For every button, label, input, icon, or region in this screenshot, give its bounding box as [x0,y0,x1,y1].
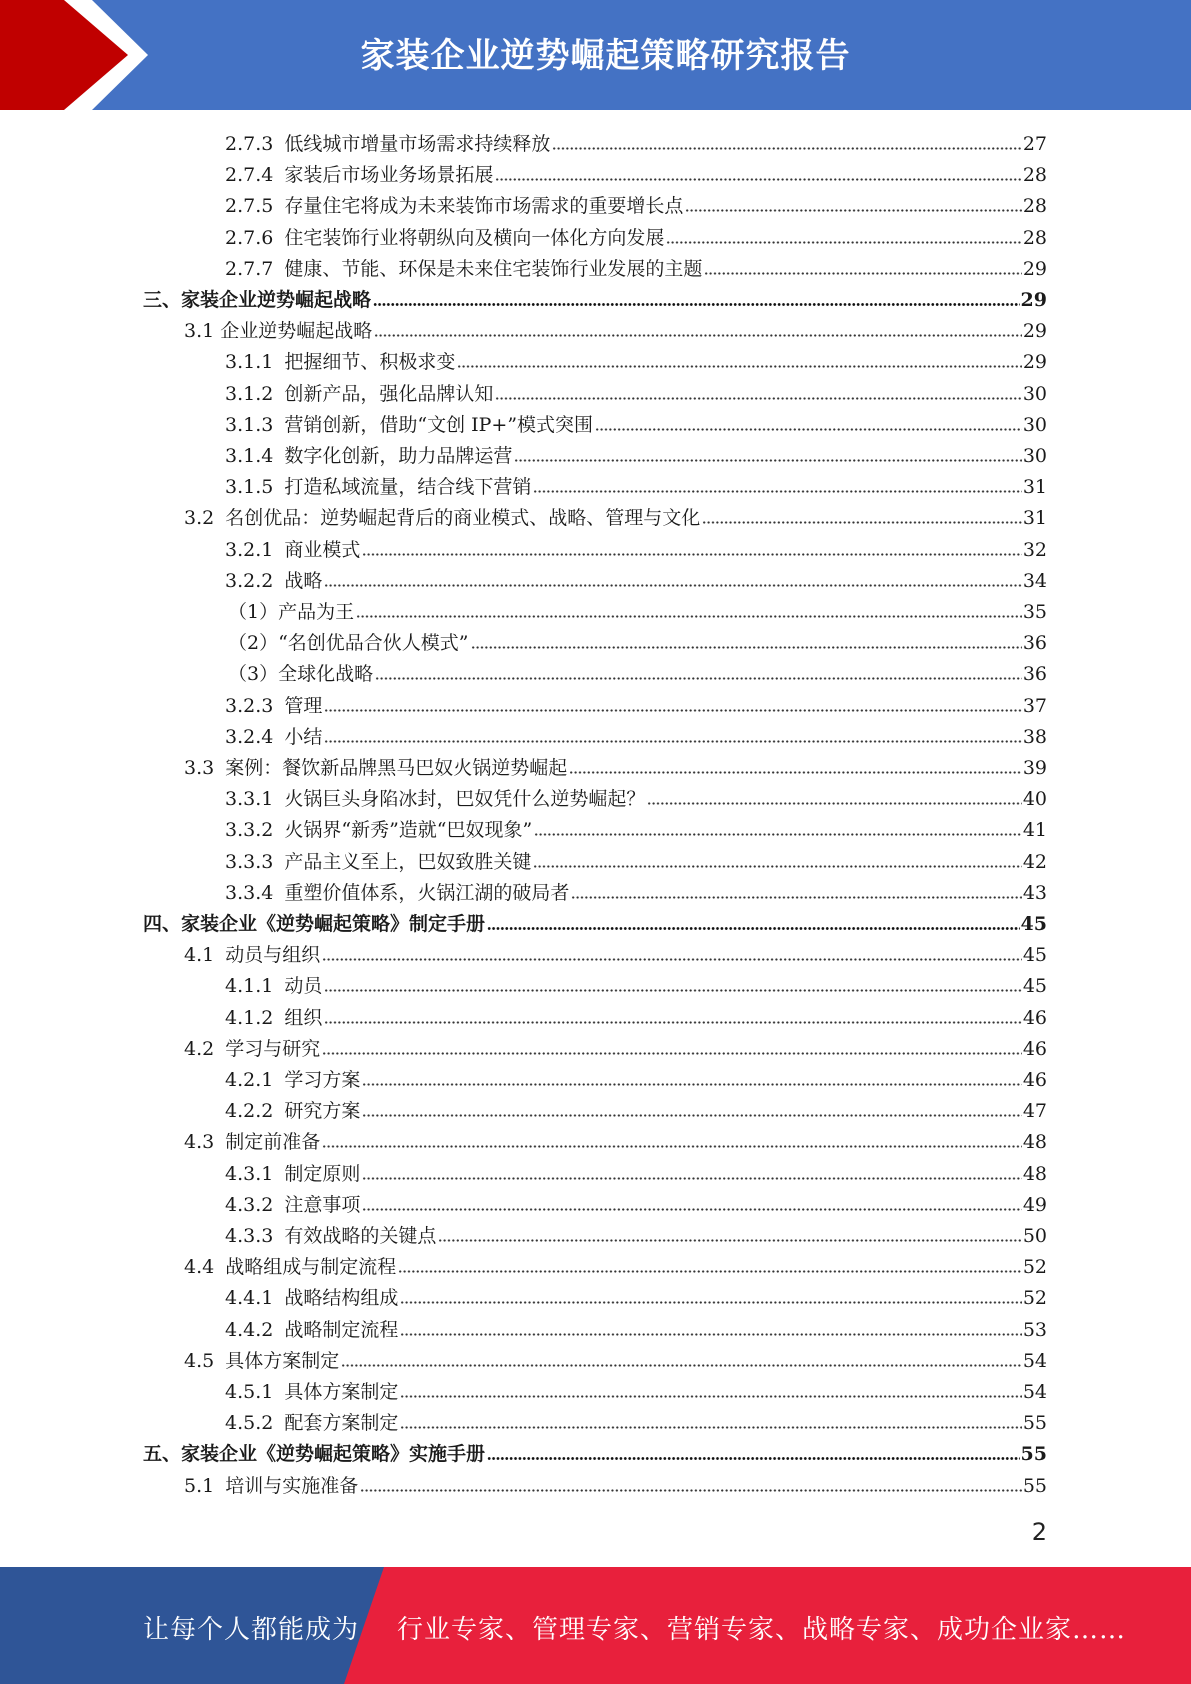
toc-entry-page: 48 [1022,1131,1047,1154]
toc-entry-title [225,974,322,998]
toc-entry-title [228,662,373,686]
toc-entry-number: 4.4.1 [225,1287,274,1310]
toc-entry-text: 打造私域流量，结合线下营销 [284,476,532,499]
toc-leader-dots [322,957,1022,962]
toc-entry-title [225,850,531,874]
toc-entry-title [225,1411,398,1435]
toc-leader-dots [375,676,1022,681]
toc-entry-page: 52 [1022,1256,1047,1279]
toc-entry-text: 火锅巨头身陷冰封，巴奴凭什么逆势崛起？ [284,788,646,811]
toc-leader-dots [322,1051,1022,1056]
toc-entry[interactable] [184,315,1047,343]
toc-entry-title [225,1318,398,1342]
toc-entry-title [225,881,569,905]
toc-entry-title [225,1224,436,1248]
toc-leader-dots [324,739,1021,744]
toc-entry[interactable] [225,1002,1047,1030]
toc-entry[interactable] [225,1407,1047,1435]
toc-entry-page: 55 [1022,1474,1047,1497]
toc-entry-title [225,725,322,749]
toc-entry[interactable] [184,502,1047,530]
toc-entry-title [225,1099,360,1123]
toc-entry-text: 营销创新，借助“文创 IP+”模式突围 [284,413,594,436]
toc-leader-dots [647,801,1021,806]
toc-entry[interactable] [184,1033,1047,1061]
toc-entry-page: 28 [1022,164,1047,187]
toc-entry[interactable] [225,1189,1047,1217]
toc-entry-page: 41 [1022,819,1047,842]
toc-entry-page: 29 [1022,320,1047,343]
toc-leader-dots [400,1425,1021,1430]
toc-entry[interactable] [225,159,1047,187]
toc-entry[interactable] [143,1438,1047,1466]
toc-leader-dots [374,333,1022,338]
toc-entry-number: 3.3.4 [225,881,274,904]
toc-entry-text: 火锅界“新秀”造就“巴奴现象” [284,819,533,842]
toc-entry[interactable] [228,658,1047,686]
toc-entry-number: 4.3.3 [225,1225,274,1247]
toc-entry-text: 存量住宅将成为未来装饰市场需求的重要增长点 [284,195,684,218]
toc-entry-number: 3.3 [184,757,215,779]
toc-leader-dots [595,427,1022,432]
toc-entry-text: 数字化创新，助力品牌运营 [284,445,513,467]
toc-entry-number: 4.3.2 [225,1193,274,1216]
toc-entry[interactable] [225,440,1047,468]
toc-entry-number: 2.7.7 [225,257,274,280]
toc-entry-title [225,350,455,374]
toc-entry-text: 注意事项 [284,1193,361,1216]
toc-entry-title [143,912,485,936]
toc-entry-title [184,506,700,530]
toc-entry-title [225,1068,360,1092]
toc-entry-page: 46 [1022,1037,1047,1060]
toc-entry-page: 28 [1022,226,1047,249]
toc-entry-page: 37 [1022,694,1047,717]
toc-leader-dots [514,458,1021,463]
toc-entry[interactable] [225,222,1047,250]
toc-entry-number: 3.1.4 [225,445,274,467]
toc-entry-page: 46 [1022,1006,1047,1029]
toc-leader-dots [569,770,1022,775]
toc-entry-page: 45 [1022,975,1047,998]
toc-entry-text: 案例：餐饮新品牌黑马巴奴火锅逆势崛起 [225,757,568,779]
toc-entry-number: 4.3 [184,1131,215,1154]
toc-entry[interactable] [225,1376,1047,1404]
toc-entry-page: 36 [1022,632,1047,655]
toc-entry-title [225,787,645,811]
toc-entry-title [225,1286,398,1310]
toc-entry-page: 38 [1022,725,1047,748]
toc-entry-page: 47 [1022,1100,1047,1123]
toc-entry-title [225,382,493,406]
toc-entry-text: 动员与组织 [225,944,321,967]
toc-entry-number: 4.2.2 [225,1100,274,1123]
toc-leader-dots [362,552,1021,557]
toc-entry-number: 4.5 [184,1349,215,1372]
toc-entry-number: 4.5.1 [225,1381,274,1403]
toc-entry-page: 53 [1022,1318,1047,1341]
toc-entry-text: 制定前准备 [225,1131,321,1154]
toc-entry-number: 2.7.6 [225,226,274,249]
toc-entry-number: 3.1.3 [225,413,274,436]
toc-entry-number: 3.2.3 [225,694,274,717]
toc-leader-dots [322,1144,1022,1149]
toc-entry[interactable] [225,814,1047,842]
toc-entry-page: 30 [1022,382,1047,405]
toc-leader-dots [702,520,1022,525]
toc-entry-page: 55 [1022,1412,1047,1435]
toc-leader-dots [324,1020,1021,1025]
toc-entry[interactable] [225,253,1047,281]
toc-entry-number: 5.1 [184,1474,215,1497]
toc-leader-dots [457,364,1021,369]
toc-entry-number: 4.2 [184,1037,215,1060]
toc-entry[interactable] [225,378,1047,406]
toc-entry-number: 3.1.5 [225,476,274,499]
toc-entry-title [184,1349,339,1373]
toc-entry-page: 42 [1022,850,1047,873]
toc-entry-text: 战略 [284,569,323,592]
toc-entry[interactable] [228,627,1047,655]
header-title: 家装企业逆势崛起策略研究报告 [360,36,851,76]
page-number: 2 [1031,1518,1047,1546]
toc-leader-dots [487,1456,1020,1461]
toc-entry-page: 40 [1022,788,1047,811]
toc-leader-dots [360,1488,1022,1493]
toc-entry-number: 3.3.3 [225,850,274,873]
toc-entry-number: 4.4 [184,1256,215,1279]
toc-entry-text: 组织 [284,1006,323,1029]
toc-leader-dots [487,926,1020,931]
toc-entry[interactable] [225,346,1047,374]
toc-leader-dots [571,895,1021,900]
toc-entry-title [228,600,354,624]
toc-entry-text: 战略组成与制定流程 [225,1256,397,1279]
toc-entry-text: 健康、节能、环保是未来住宅装饰行业发展的主题 [284,257,703,280]
toc-entry-text: 具体方案制定 [225,1349,340,1372]
toc-entry-page: 30 [1022,445,1047,467]
toc-entry-text: 小结 [284,725,323,748]
toc-entry-title [225,1380,398,1404]
toc-leader-dots [471,645,1022,650]
toc-leader-dots [666,240,1021,245]
toc-leader-dots [704,271,1021,276]
footer-slogan-left: 让每个人都能成为 [143,1615,360,1645]
toc-entry-text: 培训与实施准备 [225,1474,359,1497]
toc-leader-dots [356,614,1022,619]
toc-entry-number: 2.7.5 [225,195,274,218]
toc-entry-page: 29 [1020,289,1047,311]
toc-leader-dots [400,1300,1021,1305]
toc-entry-text: 具体方案制定 [284,1381,399,1403]
toc-entry-page: 45 [1020,913,1047,935]
toc-leader-dots [373,302,1020,307]
toc-leader-dots [341,1363,1022,1368]
toc-entry-text: （2）“名创优品合伙人模式” [228,632,469,655]
toc-entry-page: 29 [1022,351,1047,374]
toc-entry-number: 4.2.1 [225,1069,274,1091]
toc-entry[interactable] [225,1282,1047,1310]
toc-leader-dots [400,1394,1021,1399]
toc-entry-title [184,756,567,780]
toc-entry[interactable] [225,1095,1047,1123]
header-banner [0,0,1191,110]
toc-entry-page: 28 [1022,195,1047,218]
toc-entry[interactable] [225,1314,1047,1342]
toc-entry-title [225,413,593,437]
toc-entry-text: 创新产品，强化品牌认知 [284,382,494,405]
toc-entry-title [228,631,469,655]
toc-entry-title [225,538,360,562]
toc-entry[interactable] [225,128,1047,156]
toc-entry-title [225,257,702,281]
toc-entry-page: 46 [1022,1069,1047,1091]
toc-entry-number: 4.1.2 [225,1006,274,1029]
toc-entry-page: 27 [1022,133,1047,155]
toc-leader-dots [362,1207,1021,1212]
toc-entry-page: 50 [1022,1225,1047,1247]
toc-entry-number: 2.7.4 [225,164,274,187]
toc-leader-dots [324,708,1021,713]
toc-entry-page: 34 [1022,569,1047,592]
toc-leader-dots [552,146,1021,151]
toc-entry-title [225,194,683,218]
toc-entry-text: 制定原则 [284,1162,361,1185]
toc-entry-number: 4.3.1 [225,1162,274,1185]
toc-entry[interactable] [225,471,1047,499]
toc-entry-title [225,163,493,187]
toc-entry[interactable] [225,1064,1047,1092]
toc-leader-dots [534,832,1022,837]
toc-entry-title [225,226,664,250]
toc-entry[interactable] [184,1251,1047,1279]
toc-entry-title [225,569,322,593]
toc-entry-text: 学习方案 [284,1069,361,1091]
toc-entry-text: 名创优品：逆势崛起背后的商业模式、战略、管理与文化 [225,507,701,530]
toc-entry-title [143,288,371,312]
toc-leader-dots [533,864,1021,869]
toc-entry[interactable] [184,1345,1047,1373]
toc-entry-text: 学习与研究 [225,1037,321,1060]
toc-entry-page: 45 [1022,944,1047,967]
toc-entry-number: 3.3.1 [225,788,274,811]
toc-leader-dots [438,1238,1021,1243]
toc-entry[interactable] [225,534,1047,562]
toc-leader-dots [324,988,1021,993]
toc-entry-text: 有效战略的关键点 [284,1225,437,1247]
toc-entry-text: （3）全球化战略 [228,663,374,686]
toc-entry-text: 配套方案制定 [284,1412,399,1435]
toc-leader-dots [398,1269,1022,1274]
toc-entry[interactable] [225,721,1047,749]
toc-entry-title [225,444,512,468]
toc-entry-page: 49 [1022,1193,1047,1216]
toc-entry-page: 31 [1022,507,1047,530]
toc-entry-page: 29 [1022,257,1047,280]
toc-entry-text: 低线城市增量市场需求持续释放 [284,133,551,155]
toc-entry[interactable] [225,409,1047,437]
toc-entry[interactable] [184,939,1047,967]
toc-entry-title [225,1193,360,1217]
toc-entry-text: 商业模式 [284,538,361,561]
toc-leader-dots [685,208,1021,213]
toc-entry-text: 3.1 企业逆势崛起战略 [184,320,373,343]
toc-entry-title [225,475,531,499]
toc-entry-text: 战略制定流程 [284,1318,399,1341]
toc-entry-text: 战略结构组成 [284,1287,399,1310]
toc-leader-dots [324,583,1021,588]
toc-entry-title [184,1130,320,1154]
footer-banner [0,1567,1191,1684]
toc-leader-dots [362,1082,1021,1087]
toc-entry[interactable] [228,596,1047,624]
toc-entry-page: 48 [1022,1162,1047,1185]
toc-entry-number: 3.2.1 [225,538,274,561]
toc-entry-title [143,1442,485,1466]
toc-entry-text: 管理 [284,694,323,717]
toc-entry[interactable] [225,1220,1047,1248]
toc-entry-page: 36 [1022,663,1047,686]
toc-entry-text: 动员 [284,975,323,998]
toc-entry-number: 4.4.2 [225,1318,274,1341]
toc-entry[interactable] [225,846,1047,874]
toc-entry-text: 五、家装企业《逆势崛起策略》实施手册 [143,1443,486,1466]
toc-entry-number: 3.2 [184,507,215,530]
toc-entry-title [184,943,320,967]
toc-entry-number: 3.1.2 [225,382,274,405]
toc-entry[interactable] [225,877,1047,905]
toc-leader-dots [533,489,1021,494]
toc-entry-title [225,694,322,718]
toc-entry-number: 3.3.2 [225,819,274,842]
toc-entry[interactable] [143,908,1047,936]
toc-entry[interactable] [225,1158,1047,1186]
toc-entry[interactable] [225,970,1047,998]
toc-entry-number: 4.5.2 [225,1412,274,1435]
toc-entry-title [225,818,532,842]
toc-leader-dots [400,1332,1021,1337]
toc-leader-dots [362,1113,1021,1118]
toc-entry-page: 52 [1022,1287,1047,1310]
toc-entry-page: 43 [1022,881,1047,904]
toc-entry-page: 54 [1022,1349,1047,1372]
toc-entry-title [184,1255,396,1279]
toc-entry[interactable] [225,690,1047,718]
toc-entry-text: 研究方案 [284,1100,361,1123]
toc-entry[interactable] [225,190,1047,218]
toc-entry-number: 2.7.3 [225,133,274,155]
toc-entry-text: （1）产品为王 [228,601,355,623]
toc-leader-dots [362,1176,1021,1181]
toc-entry-text: 三、家装企业逆势崛起战略 [143,289,372,311]
toc-entry[interactable] [225,783,1047,811]
toc-entry-page: 32 [1022,538,1047,561]
toc-entry-page: 54 [1022,1381,1047,1403]
toc-entry-title [225,1162,360,1186]
toc-entry-number: 3.2.4 [225,725,274,748]
toc-entry[interactable] [184,1126,1047,1154]
toc-entry-title [184,1037,320,1061]
toc-entry[interactable] [184,752,1047,780]
toc-entry[interactable] [225,565,1047,593]
toc-entry-title [225,1006,322,1030]
toc-entry-page: 35 [1022,601,1047,623]
toc-entry-page: 31 [1022,476,1047,499]
toc-entry-number: 4.1.1 [225,975,274,998]
toc-entry-number: 4.1 [184,944,215,967]
toc-entry[interactable] [184,1470,1047,1498]
toc-entry-text: 产品主义至上，巴奴致胜关键 [284,850,532,873]
toc-entry-page: 30 [1022,413,1047,436]
toc-entry-text: 重塑价值体系，火锅江湖的破局者 [284,881,570,904]
toc-entry-page: 39 [1022,757,1047,779]
toc-entry-page: 55 [1020,1443,1047,1466]
toc-entry-number: 3.2.2 [225,569,274,592]
toc-entry-title [225,132,550,156]
toc-entry-text: 把握细节、积极求变 [284,351,456,374]
toc-entry-text: 住宅装饰行业将朝纵向及横向一体化方向发展 [284,226,665,249]
toc-entry-title [184,319,372,343]
toc-entry-text: 家装后市场业务场景拓展 [284,164,494,187]
toc-entry-text: 四、家装企业《逆势崛起策略》制定手册 [143,913,486,935]
toc-entry-number: 3.1.1 [225,351,274,374]
toc-leader-dots [495,396,1021,401]
toc-entry-title [184,1474,358,1498]
toc-leader-dots [495,177,1021,182]
toc-entry[interactable] [143,284,1047,312]
footer-slogan-right: 行业专家、管理专家、营销专家、战略专家、成功企业家…… [397,1615,1127,1645]
